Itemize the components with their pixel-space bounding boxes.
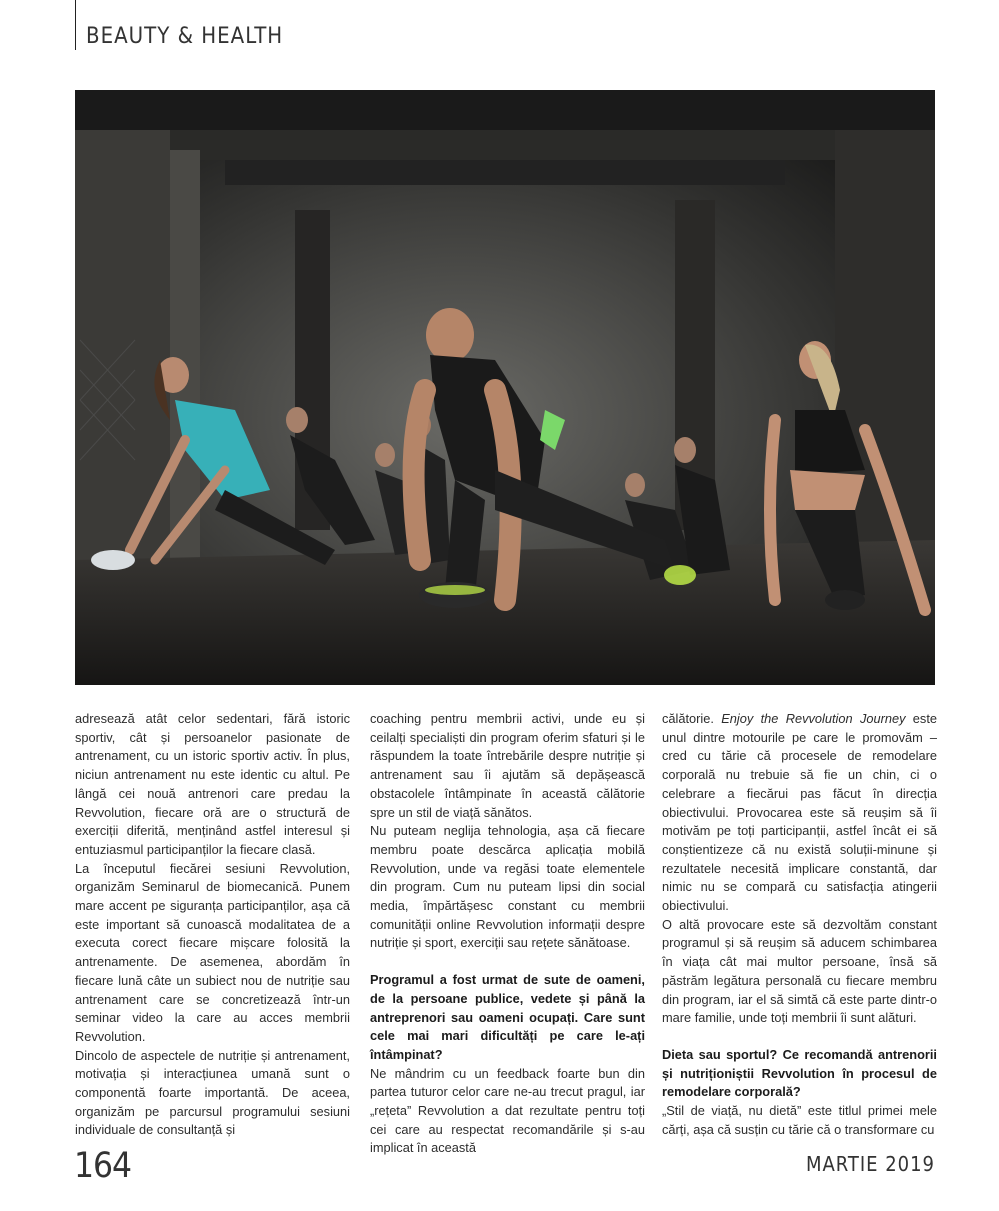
interview-question: Dieta sau sportul? Ce recomandă antrenorii și nutriționiștii Revvolution în procesul de remodelare corporală? [662, 1046, 937, 1100]
paragraph: adresează atât celor sedentari, fără istoric sportiv, cât și persoanelor pasionate de antrenament, cu un istoric sportiv activ. În plus, niciun antrenament nu este identic cu altul. Pe lângă cei nouă antrenori care predau la Revvolution, fiecare oră are o structură de exerciții diferită, menținând astfel interesul și entuziasmul participanților la fiecare clasă. [75, 711, 350, 857]
paragraph: „Stil de viață, nu dietă” este titlul primei mele cărți, așa că susțin cu tărie că o transformare cu [662, 1103, 937, 1137]
paragraph: La începutul fiecărei sesiuni Revvolution, organizăm Seminarul de biomecanică. Punem mare accent pe siguranța participanților, așa că este important să cunoască modalitatea de a executa corect fiecare mișcare folosită la antrenamente. De asemenea, abordăm în fiecare lună câte un subiect nou de nutriție sau antrenament care se concretizează într-un seminar video la care au acces membrii Revvolution. [75, 860, 350, 1044]
article-photo [75, 90, 935, 685]
header-rule [75, 0, 76, 50]
paragraph-text: este unul dintre motourile pe care le promovăm – cred cu tărie că procesele de remodelare corporală nu trebuie să fie un chin, ci o celebrare a fiecărui pas făcut în direcția obiectivului. Provocarea este să reușim să îi motivăm pe toți participanții, astfel încât ei să conștientizeze că nu există soluții-minune și rezultatele necesită implicare constantă, dar nimic nu se compară cu satisfacția atingerii obiectivului. [662, 711, 937, 914]
interview-question: Programul a fost urmat de sute de oameni, de la persoane publice, vedete și până la antreprenori sau oameni ocupați. Care sunt cele mai mari dificultăți pe care le-ați întâmpinat? [370, 972, 645, 1062]
paragraph: Dincolo de aspectele de nutriție și antrenament, motivația și interacțiunea umană sunt o componentă foarte importantă. De aceea, organizăm pe parcursul programului sesiuni individuale de consultanță și [75, 1047, 350, 1138]
paragraph-text: călătorie. [662, 711, 722, 726]
paragraph: O altă provocare este să dezvoltăm constant programul și să reușim să aducem schimbarea în viața cât mai multor persoane, însă să păstrăm legătura personală cu fiecare membru din program, iar el să simtă că este parte dintr-o mare familie, unde toți membrii îi sunt alături. [662, 916, 937, 1026]
article-column-3 [662, 710, 937, 1139]
motto-text: Enjoy the Revvolution Journey [721, 711, 906, 726]
issue-date: MARTIE 2019 [805, 1152, 935, 1176]
paragraph [662, 710, 937, 916]
page-number: 164 [74, 1146, 132, 1186]
paragraph: Ne mândrim cu un feedback foarte bun din partea tuturor celor care ne-au trecut pragul, iar „rețeta” Revvolution a dat rezultate pentru toți cei care au respectat recomandările și s-au implicat în această [370, 1065, 645, 1156]
article-column-2 [370, 710, 645, 1158]
article-column-1 [75, 710, 350, 1140]
paragraph: Nu puteam neglija tehnologia, așa că fiecare membru poate descărca aplicația mobilă Revvolution, unde va regăsi toate elementele din program. Cum nu puteam lipsi din social media, împărtășesc constant cu membrii comunității online Revvolution informații despre nutriție și sport, exerciții sau rețete sănătoase. [370, 823, 645, 951]
paragraph: coaching pentru membrii activi, unde eu și ceilalți specialiști din program oferim sfaturi și le răspundem la toate întrebările despre nutriție și antrenament sau îi ajutăm să depășească obstacolele întâmpinate în această călătorie spre un stil de viață sănătos. [370, 711, 645, 820]
section-title: BEAUTY & HEALTH [86, 24, 284, 49]
